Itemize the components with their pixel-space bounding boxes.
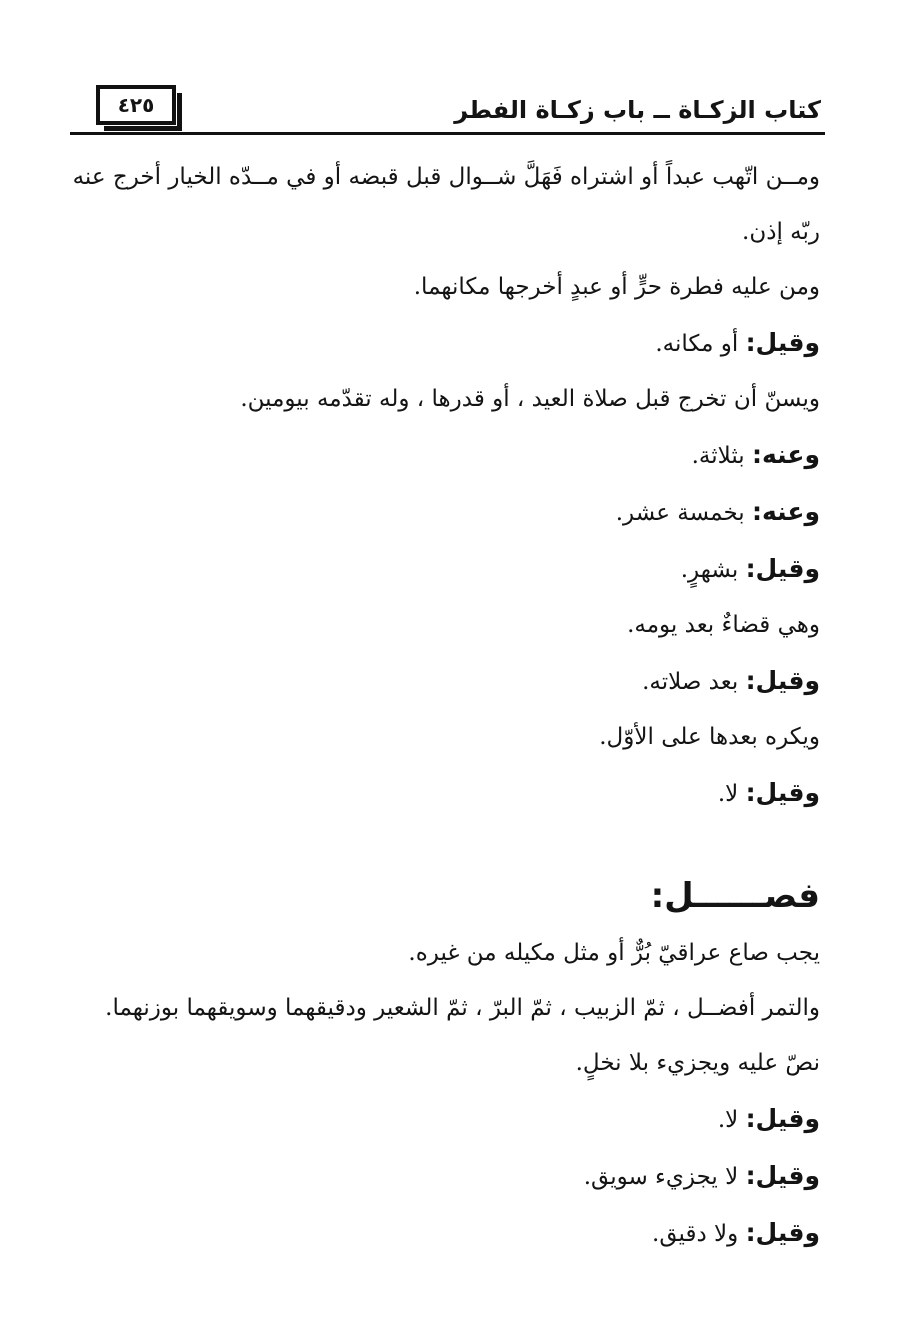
paragraph-label: وقيل: — [745, 554, 820, 583]
page-number: ٤٢٥ — [96, 85, 176, 125]
paragraph-text: لا. — [717, 1107, 746, 1133]
paragraph-text: بثلاثة. — [691, 443, 753, 469]
paragraph: نصّ عليه ويجزيء بلا نخلٍ. — [575, 1050, 820, 1076]
paragraph-text: ولا دقيق. — [652, 1221, 746, 1247]
paragraph-label: وقيل: — [745, 328, 820, 357]
paragraph-label: وعنه: — [752, 497, 820, 526]
paragraph-text: لا. — [717, 781, 746, 807]
paragraph-label: وعنه: — [752, 440, 820, 469]
header-rule — [70, 132, 825, 135]
paragraph — [72, 484, 820, 541]
paragraph-text: أو مكانه. — [655, 331, 746, 357]
paragraph — [72, 1148, 820, 1205]
paragraph-text: لا يجزيء سويق. — [583, 1164, 746, 1190]
paragraph-label: وقيل: — [745, 1104, 820, 1133]
paragraph: وهي قضاءٌ بعد يومه. — [627, 612, 820, 638]
page-header — [70, 82, 825, 142]
paragraph-label: وقيل: — [745, 1218, 820, 1247]
paragraph: يجب صاع عراقيّ بُرٌّ أو مثل مكيله من غيره. — [408, 940, 820, 966]
paragraph — [72, 1091, 820, 1148]
paragraph-text: بشهرٍ. — [680, 557, 746, 583]
paragraph — [72, 541, 820, 598]
paragraph-label: وقيل: — [745, 778, 820, 807]
paragraph-label: وقيل: — [745, 1161, 820, 1190]
paragraph-label: وقيل: — [745, 666, 820, 695]
paragraph: ومــن اتّهب عبداً أو اشتراه فَهَلَّ شــوال قبل قبضه أو في مــدّه الخيار أخرج عنه ربّه إذن. — [72, 164, 820, 245]
paragraph: ويكره بعدها على الأوّل. — [599, 724, 820, 750]
paragraph — [72, 315, 820, 372]
paragraph — [72, 1205, 820, 1262]
paragraph-text: بخمسة عشر. — [615, 500, 753, 526]
paragraph — [72, 653, 820, 710]
paragraph-text: بعد صلاته. — [642, 669, 746, 695]
running-title: كتاب الزكـاة ــ باب زكـاة الفطر — [454, 96, 821, 124]
paragraph: ومن عليه فطرة حرٍّ أو عبدٍ أخرجها مكانهما. — [413, 274, 820, 300]
section-heading: فصــــــل: — [650, 876, 820, 916]
paragraph: والتمر أفضــل ، ثمّ الزبيب ، ثمّ البرّ ، ثمّ الشعير ودقيقهما وسويقهما بوزنهما. — [105, 995, 820, 1021]
paragraph — [72, 427, 820, 484]
page-body — [72, 150, 820, 1262]
paragraph — [72, 765, 820, 822]
paragraph: ويسنّ أن تخرج قبل صلاة العيد ، أو قدرها ، وله تقدّمه بيومين. — [240, 386, 820, 412]
